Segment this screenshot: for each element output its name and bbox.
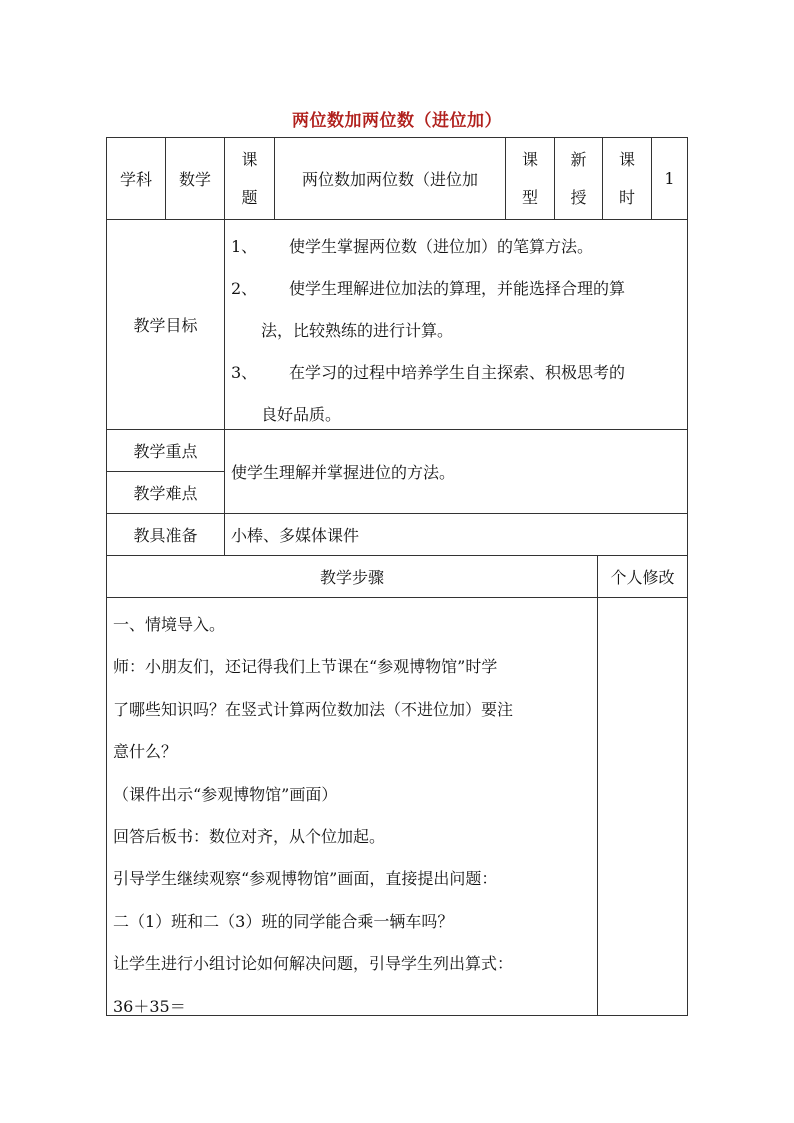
objective-text-continued: 法，比较熟练的进行计算。 [261, 321, 454, 340]
notes-header: 个人修改 [610, 568, 675, 587]
objective-text: 在学习的过程中培养学生自主探索、积极思考的 [289, 363, 626, 382]
step-line: 36＋35＝ [113, 996, 186, 1016]
type-value-char-1: 新 [570, 149, 587, 169]
notes-column [598, 598, 687, 1015]
objective-number: 1、 [231, 237, 258, 256]
objectives-row [106, 220, 688, 430]
type-label-char-1: 课 [521, 149, 538, 169]
type-value-char-2: 授 [570, 187, 587, 207]
subject-value: 数学 [166, 138, 225, 219]
objective-text: 使学生理解进位加法的算理，并能选择合理的算 [289, 279, 626, 298]
objective-text: 使学生掌握两位数（进位加）的笔算方法。 [289, 237, 594, 256]
subject-label: 学科 [107, 138, 166, 219]
objectives-label: 教学目标 [107, 220, 225, 429]
topic-label-char-2: 题 [241, 187, 258, 207]
topic-label [225, 138, 275, 219]
type-label [506, 138, 555, 219]
topic-label-char-1: 课 [241, 149, 258, 169]
topic-value: 两位数加两位数（进位加 [275, 138, 506, 219]
steps-header: 教学步骤 [107, 556, 598, 597]
document-title: 两位数加两位数（进位加） [292, 111, 502, 131]
objective-item [231, 268, 681, 352]
materials-label: 教具准备 [107, 514, 225, 555]
materials-value: 小棒、多媒体课件 [231, 526, 360, 545]
type-label-char-2: 型 [521, 187, 538, 207]
objective-item [231, 226, 681, 268]
objective-text-continued: 良好品质。 [261, 405, 342, 424]
step-line: 二（1）班和二（3）班的同学能合乘一辆车吗？ [113, 911, 454, 931]
type-value [555, 138, 603, 219]
step-line: 让学生进行小组讨论如何解决问题，引导学生列出算式： [113, 954, 514, 974]
steps-body-row [106, 598, 688, 1016]
key-difficulty-row [106, 430, 688, 514]
step-line: 回答后板书：数位对齐，从个位加起。 [113, 827, 386, 847]
step-line: 一、情境导入。 [113, 615, 226, 634]
steps-header-row [106, 556, 688, 598]
hours-label-char-1: 课 [618, 149, 635, 169]
objective-item [231, 352, 681, 436]
step-line: （课件出示“参观博物馆”画面） [113, 784, 338, 804]
objectives-list [225, 220, 687, 429]
header-row [106, 137, 688, 220]
step-line: 师：小朋友们，还记得我们上节课在“参观博物馆”时学 [113, 657, 498, 677]
lesson-plan-table [106, 137, 688, 1016]
difficulty-label: 教学难点 [133, 484, 198, 503]
hours-label [603, 138, 652, 219]
hours-label-char-2: 时 [618, 187, 635, 207]
objective-number: 3、 [231, 363, 258, 382]
key-difficulty-text: 使学生理解并掌握进位的方法。 [231, 463, 456, 482]
hours-value: 1 [664, 169, 675, 188]
materials-row [106, 514, 688, 556]
step-line: 意什么？ [113, 742, 178, 762]
steps-content [107, 598, 598, 1015]
key-point-label: 教学重点 [107, 430, 224, 472]
objective-number: 2、 [231, 279, 258, 298]
step-line: 了哪些知识吗？在竖式计算两位数加法（不进位加）要注 [113, 699, 514, 719]
key-difficulty-labels [107, 430, 225, 513]
step-line: 引导学生继续观察“参观博物馆”画面，直接提出问题： [113, 869, 498, 889]
